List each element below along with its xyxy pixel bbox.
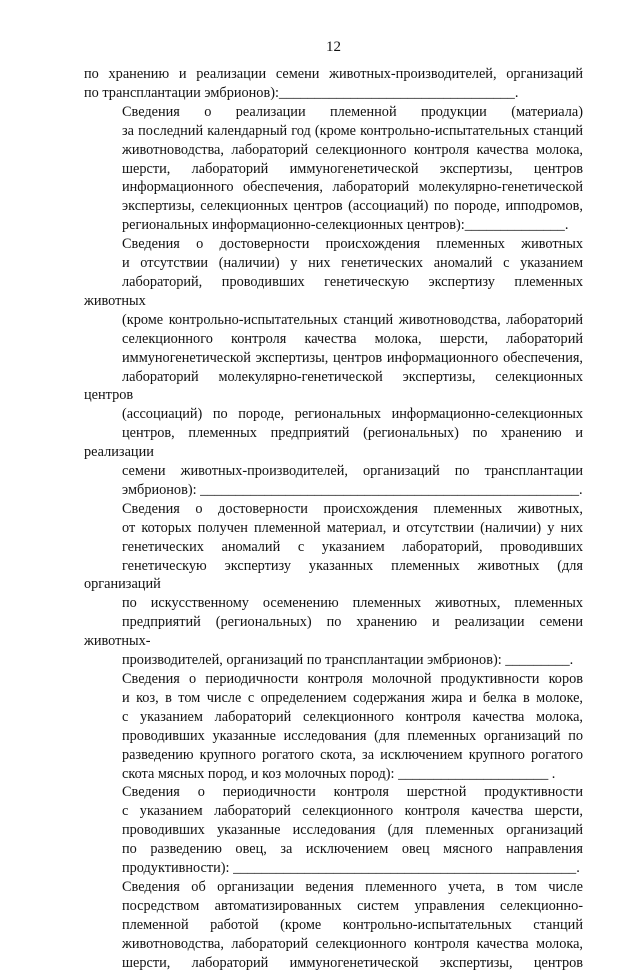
text-line: шерсти, лабораторий иммуногенетической экспертизы, центров — [122, 160, 583, 177]
text-line: Сведения о периодичности контроля молочной продуктивности коров — [122, 671, 583, 687]
paragraph — [84, 878, 583, 973]
text-line: Сведения об организации ведения племенного учета, в том числе — [122, 878, 583, 895]
text-line: лабораторий молекулярно-генетической экспертизы, селекционных центров — [84, 368, 583, 404]
text-line: лабораторий, проводивших генетическую экспертизу племенных животных — [84, 273, 583, 309]
text-line: иммуногенетической экспертизы, центров информационного обеспечения, — [122, 349, 583, 366]
paragraph — [84, 235, 583, 500]
text-line: Сведения о периодичности контроля шерстной продуктивности — [122, 784, 583, 801]
text-line: за последний календарный год (кроме контрольно-испытательных станций — [122, 122, 583, 139]
document-body — [84, 65, 583, 973]
text-line: от которых получен племенной материал, и отсутствии (наличии) у них — [122, 519, 583, 536]
text-line: и коз, в том числе с определением содержания жира и белка в молоке, — [122, 689, 583, 706]
text-line: генетическую экспертизу указанных племенных животных (для организаций — [84, 557, 583, 593]
text-line: животноводства, лабораторий селекционного контроля качества молока, — [122, 935, 583, 952]
text-line: разведению крупного рогатого скота, за исключением крупного рогатого — [122, 746, 583, 763]
text-line: информационного обеспечения, лабораторий молекулярно-генетической — [122, 179, 583, 196]
text-line: племенной работой (кроме контрольно-испытательных станций — [122, 916, 583, 933]
text-line: Сведения о реализации племенной продукции (материала) — [122, 103, 583, 120]
text-line: (ассоциаций) по породе, региональных информационно-селекционных — [122, 406, 583, 423]
text-line: центров, племенных предприятий (региональных) по хранению и реализации — [84, 425, 583, 461]
text-line: по трансплантации эмбрионов):_________________________________. — [84, 84, 519, 101]
text-line: Сведения о достоверности происхождения племенных животных — [122, 236, 583, 253]
text-line: эмбрионов): _____________________________________________________. — [122, 481, 583, 498]
paragraph — [84, 783, 583, 878]
text-line: проводивших указанные исследования (для племенных организаций по — [122, 727, 583, 744]
paragraph — [84, 65, 583, 103]
text-line: скота мясных пород, и коз молочных пород): _____________________ . — [122, 765, 556, 782]
text-line: и отсутствии (наличии) у них генетических аномалий с указанием — [122, 255, 583, 272]
text-line: с указанием лабораторий селекционного контроля качества шерсти, — [122, 803, 583, 820]
paragraph — [84, 670, 583, 783]
text-line: по хранению и реализации семени животных-производителей, организаций — [84, 66, 583, 82]
text-line: производителей, организаций по трансплантации эмбрионов): _________. — [122, 652, 574, 669]
text-line: Сведения о достоверности происхождения племенных животных, — [122, 500, 583, 517]
text-line: региональных информационно-селекционных центров):______________. — [122, 217, 569, 234]
text-line: предприятий (региональных) по хранению и реализации семени животных- — [84, 614, 583, 650]
text-line: продуктивности): ________________________________________________. — [122, 860, 580, 877]
text-line: экспертизы, селекционных центров (ассоциаций) по породе, ипподромов, — [122, 198, 583, 215]
text-line: генетических аномалий с указанием лабораторий, проводивших — [122, 538, 583, 555]
paragraph — [84, 500, 583, 670]
text-line: селекционного контроля качества молока, шерсти, лабораторий — [122, 330, 583, 347]
text-line: семени животных-производителей, организаций по трансплантации — [122, 463, 583, 480]
text-line: (кроме контрольно-испытательных станций животноводства, лабораторий — [122, 311, 583, 328]
text-line: шерсти, лабораторий иммуногенетической экспертизы, центров — [122, 954, 583, 971]
text-line: посредством автоматизированных систем управления селекционно- — [122, 897, 583, 914]
text-line: с указанием лабораторий селекционного контроля качества молока, — [122, 708, 583, 725]
page-number: 12 — [326, 39, 341, 55]
paragraph — [84, 103, 583, 235]
text-line: проводивших указанные исследования (для племенных организаций — [122, 822, 583, 839]
text-line: по разведению овец, за исключением овец мясного направления — [122, 841, 583, 858]
text-line: животноводства, лабораторий селекционного контроля качества молока, — [122, 141, 583, 158]
text-line: по искусственному осеменению племенных животных, племенных — [122, 595, 583, 612]
